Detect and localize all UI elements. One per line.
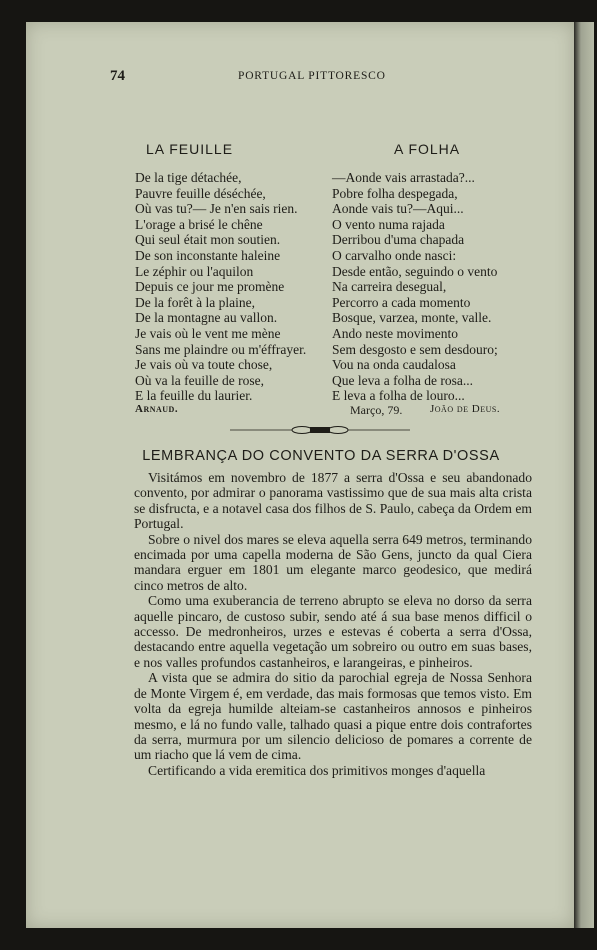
poem-line: Où vas tu?— Je n'en sais rien. bbox=[135, 201, 298, 217]
poem-line: O carvalho onde nasci: bbox=[332, 247, 457, 263]
article-body bbox=[134, 470, 532, 778]
poem-line: De la montagne au vallon. bbox=[135, 310, 278, 326]
poem-line: Le zéphir ou l'aquilon bbox=[135, 263, 254, 279]
page-number: 74 bbox=[110, 68, 125, 84]
poem-line: L'orage a brisé le chêne bbox=[135, 216, 263, 232]
poem-portuguese bbox=[332, 170, 532, 404]
poem-line: Bosque, varzea, monte, valle. bbox=[332, 310, 492, 326]
poem-line: Que leva a folha de rosa... bbox=[332, 372, 473, 388]
poem-line: Pobre folha despegada, bbox=[332, 185, 458, 201]
article-paragraph: Sobre o nivel dos mares se eleva aquella serra 649 metros, terminando encimada por uma capella moderna de São Gens, juncto da qual Ciera mandara erguer em 1801 um elegante marco geodesico, que medirá cinco metros de alto. bbox=[134, 531, 532, 593]
poem-line: Percorro a cada momento bbox=[332, 294, 471, 310]
poem-line: E la feuille du laurier. bbox=[135, 388, 253, 404]
poem-line: Pauvre feuille déséchée, bbox=[135, 185, 266, 201]
poem-line: Je vais où le vent me mène bbox=[135, 325, 281, 341]
article-paragraph: A vista que se admira do sitio da parochial egreja de Nossa Senhora de Monte Virgem é, em verdade, das mais formosas que temos visto. Em volta da egreja humilde alteiam-se castanheiros annosos e pinheiros mesmo, e lá no fundo valle, talhado quasi a pique entre dois contrafortes da serra, murmura por um silencio delicioso de pomares a corrente de um riacho que lá vem de cima. bbox=[134, 670, 532, 763]
author-portuguese: João de Deus. bbox=[430, 403, 501, 415]
article-paragraph: Certificando a vida eremitica dos primitivos monges d'aquella bbox=[148, 762, 486, 778]
poem-title-portuguese: A FOLHA bbox=[394, 141, 461, 157]
poem-line: Vou na onda caudalosa bbox=[332, 357, 456, 373]
poem-line: Depuis ce jour me promène bbox=[135, 279, 285, 295]
poem-line: Sem desgosto e sem desdouro; bbox=[332, 341, 498, 357]
poem-line: Ando neste movimento bbox=[332, 325, 458, 341]
poem-line: Aonde vais tu?—Aqui... bbox=[332, 201, 464, 217]
article-title: LEMBRANÇA DO CONVENTO DA SERRA D'OSSA bbox=[142, 448, 500, 464]
poem-line: Derribou d'uma chapada bbox=[332, 232, 465, 248]
ornament-divider bbox=[230, 424, 410, 436]
page-edge bbox=[574, 22, 594, 928]
poem-line: Na carreira desegual, bbox=[332, 279, 447, 295]
poem-line: E leva a folha de louro... bbox=[332, 388, 465, 404]
poem-line: Qui seul était mon soutien. bbox=[135, 232, 281, 248]
article-paragraph: Visitámos em novembro de 1877 a serra d'Ossa e seu abandonado convento, por admirar o panorama vastissimo que de sua mais alta crista se disfructa, e a notavel casa dos filhos de S. Paulo, cabeça da Ordem em Portugal. bbox=[134, 470, 532, 532]
author-french: Arnaud. bbox=[135, 403, 179, 415]
poem-line: Sans me plaindre ou m'éffrayer. bbox=[135, 341, 307, 357]
poem-line: —Aonde vais arrastada?... bbox=[332, 170, 475, 185]
poem-line: De la forêt à la plaine, bbox=[135, 294, 255, 310]
poem-title-french: LA FEUILLE bbox=[146, 141, 234, 157]
article-paragraph: Como uma exuberancia de terreno abrupto se eleva no dorso da serra aquelle pincaro, de custoso subir, sendo até á sua base menos difficil o accesso. De medronheiros, urzes e estevas é coberta a serra d'Ossa, destacando entre aquella vegetação um sobreiro ou outro em suas bases, e nos valles profundos castanheiros, e larangeiras, e pinheiros. bbox=[134, 593, 532, 670]
poem-line: Je vais où va toute chose, bbox=[135, 357, 273, 373]
running-head bbox=[110, 68, 532, 88]
poem-line: O vento numa rajada bbox=[332, 216, 445, 232]
poem-line: De son inconstante haleine bbox=[135, 247, 281, 263]
poem-french bbox=[135, 170, 330, 404]
poem-date: Março, 79. bbox=[350, 403, 403, 417]
poem-line: Desde então, seguindo o vento bbox=[332, 263, 498, 279]
poem-line: De la tige détachée, bbox=[135, 170, 242, 185]
running-title: PORTUGAL PITTORESCO bbox=[238, 70, 386, 82]
poem-line: Où va la feuille de rose, bbox=[135, 372, 264, 388]
